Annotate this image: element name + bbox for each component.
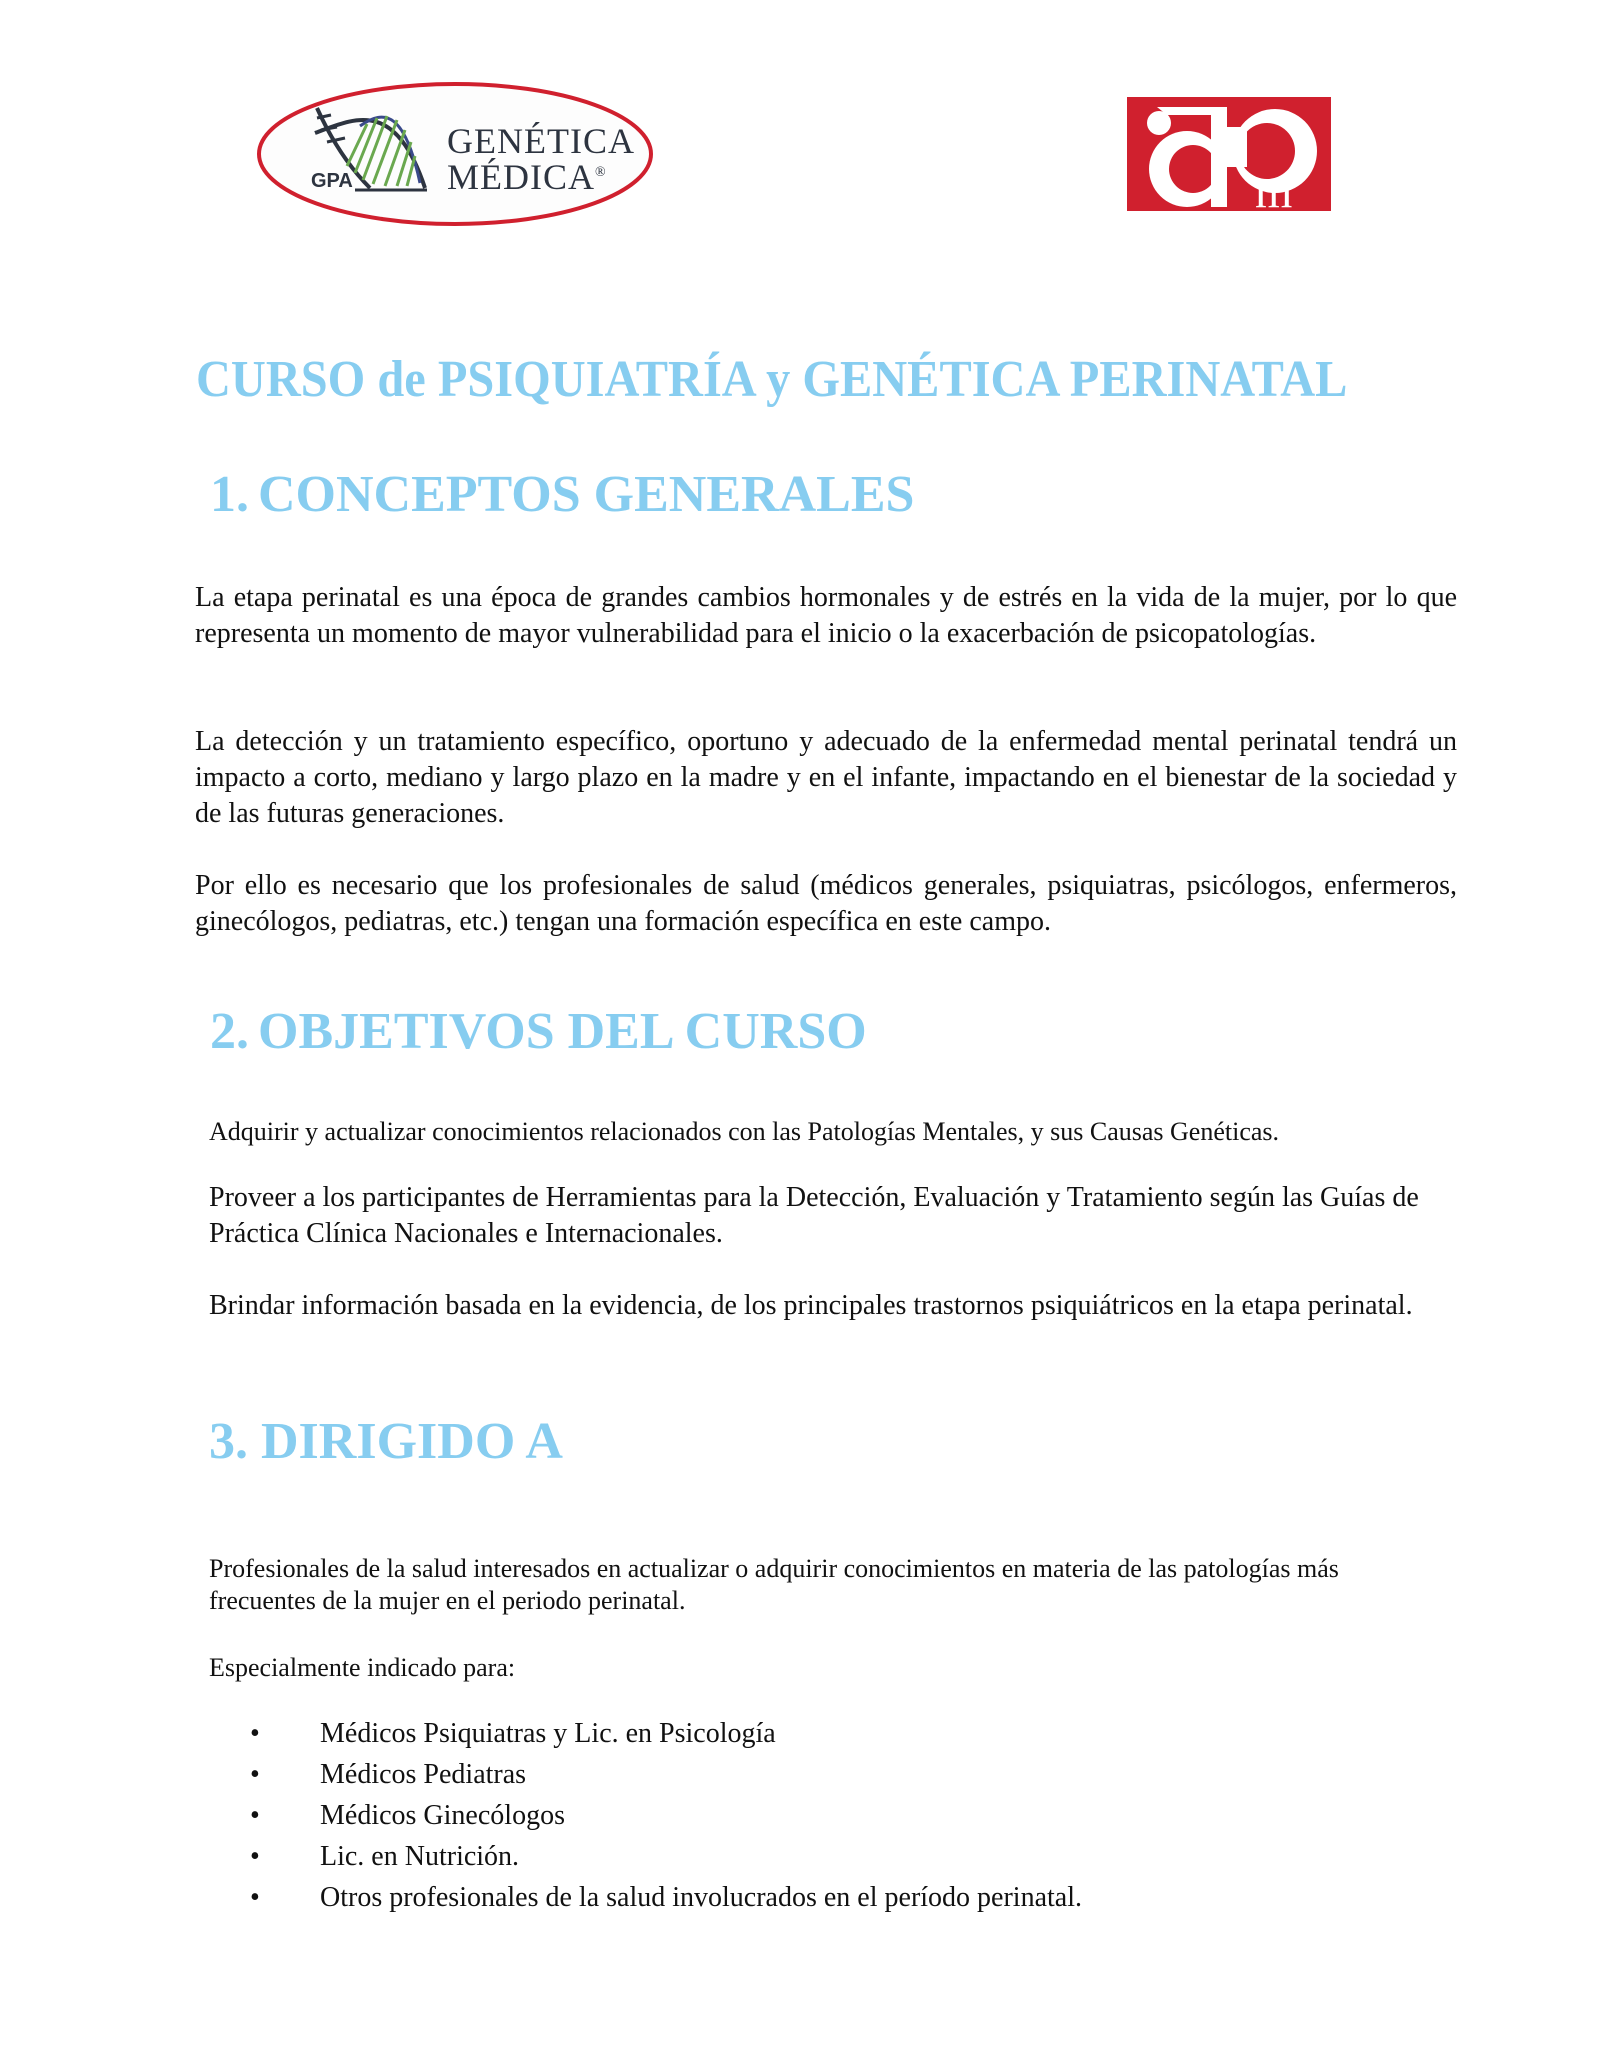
section-number: 3. [209, 1413, 248, 1470]
section-title: OBJETIVOS DEL CURSO [258, 1003, 867, 1060]
section-heading-objetivos [210, 1002, 867, 1061]
section-heading-dirigido [209, 1412, 563, 1471]
section-number: 1. [210, 466, 249, 523]
section-title: DIRIGIDO A [261, 1413, 563, 1470]
objective-item: Brindar información basada en la evidencia, de los principales trastornos psiquiátricos en la etapa perinatal. [209, 1290, 1413, 1321]
paragraph: Profesionales de la salud interesados en actualizar o adquirir conocimientos en materia de las patologías más frecuentes de la mujer en el periodo perinatal. [209, 1554, 1339, 1615]
objective-item: Adquirir y actualizar conocimientos relacionados con las Patologías Mentales, y sus Causas Genéticas. [209, 1117, 1280, 1146]
paragraph: La detección y un tratamiento específico, oportuno y adecuado de la enfermedad mental perinatal tendrá un impacto a corto, mediano y largo plazo en la madre y en el infante, impactando en el bienestar de la sociedad y de las futuras generaciones. [195, 726, 1457, 829]
section-number: 2. [210, 1003, 249, 1060]
logo-line-2 [447, 156, 607, 198]
objective-item: Proveer a los participantes de Herramientas para la Detección, Evaluación y Tratamiento según las Guías de Práctica Clínica Nacionales e Internacionales. [209, 1182, 1419, 1249]
paragraph: La etapa perinatal es una época de grandes cambios hormonales y de estrés en la vida de la mujer, por lo que representa un momento de mayor vulnerabilidad para el inicio o la exacerbación de psicopatologías. [195, 582, 1457, 649]
list-item: • Médicos Psiquiatras y Lic. en Psicología [250, 1713, 1350, 1754]
paragraph: Por ello es necesario que los profesionales de salud (médicos generales, psiquiatras, psicólogos, enfermeros, ginecólogos, pediatras, etc.) tengan una formación específica en este campo. [195, 870, 1457, 937]
apm-monogram-icon [1127, 97, 1331, 211]
list-item: • Lic. en Nutrición. [250, 1836, 1350, 1877]
logo-line-2-text: MÉDICA [447, 157, 595, 197]
section-heading-conceptos [210, 465, 914, 524]
registered-mark: ® [595, 165, 607, 180]
list-item: • Médicos Pediatras [250, 1754, 1350, 1795]
svg-text:m: m [1255, 165, 1293, 211]
gpa-genetica-medica-logo [255, 78, 655, 230]
page-title: CURSO de PSIQUIATRÍA y GENÉTICA PERINATAL [196, 351, 1348, 408]
section-title: CONCEPTOS GENERALES [258, 466, 915, 523]
logo-line-1: GENÉTICA [447, 121, 635, 161]
list-item: • Médicos Ginecólogos [250, 1795, 1350, 1836]
gpa-abbr: GPA [311, 170, 353, 192]
audience-list [250, 1713, 1350, 1918]
apm-logo [1127, 97, 1331, 211]
paragraph: Especialmente indicado para: [209, 1653, 516, 1682]
list-item: • Otros profesionales de la salud involucrados en el período perinatal. [250, 1877, 1350, 1918]
